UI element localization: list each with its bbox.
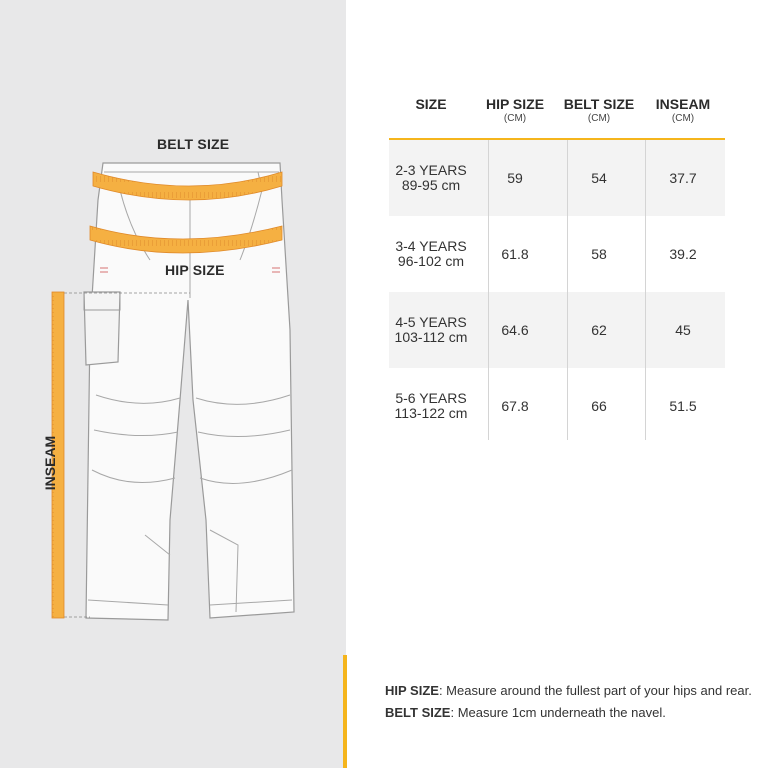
column-divider xyxy=(645,140,646,440)
table-row xyxy=(389,368,725,444)
header-size: SIZE xyxy=(415,96,447,112)
hip-cell: 59 xyxy=(507,169,523,186)
inseam-cell: 51.5 xyxy=(669,397,697,414)
inseam-cell: 45 xyxy=(675,321,691,338)
header-belt-size: BELT SIZE (CM) xyxy=(563,96,635,124)
belt-cell: 54 xyxy=(591,169,607,186)
pants-illustration xyxy=(0,0,346,640)
belt-note-text: : Measure 1cm underneath the navel. xyxy=(450,705,666,720)
hip-note-term: HIP SIZE xyxy=(385,683,439,698)
inseam-cell: 37.7 xyxy=(669,169,697,186)
size-cell: 2-3 YEARS 89-95 cm xyxy=(395,162,467,193)
belt-note xyxy=(385,702,752,724)
inseam-label: INSEAM xyxy=(42,435,58,491)
table-header xyxy=(389,96,725,141)
header-inseam: INSEAM (CM) xyxy=(655,96,711,124)
measurement-notes xyxy=(385,680,752,724)
inseam-cell: 39.2 xyxy=(669,245,697,262)
column-divider xyxy=(488,140,489,440)
table-row xyxy=(389,216,725,292)
belt-note-term: BELT SIZE xyxy=(385,705,451,720)
size-cell: 4-5 YEARS 103-112 cm xyxy=(394,314,468,345)
size-cell: 3-4 YEARS 96-102 cm xyxy=(395,238,467,269)
belt-cell: 62 xyxy=(591,321,607,338)
belt-cell: 66 xyxy=(591,397,607,414)
header-hip-size: HIP SIZE (CM) xyxy=(485,96,545,124)
accent-bar xyxy=(343,655,347,768)
column-divider xyxy=(567,140,568,440)
belt-size-label: BELT SIZE xyxy=(157,136,230,152)
table-row xyxy=(389,292,725,368)
hip-cell: 61.8 xyxy=(501,245,529,262)
hip-cell: 64.6 xyxy=(501,321,529,338)
table-row xyxy=(389,140,725,216)
hip-size-label: HIP SIZE xyxy=(165,262,225,278)
size-cell: 5-6 YEARS 113-122 cm xyxy=(394,390,468,421)
belt-cell: 58 xyxy=(591,245,607,262)
hip-note-text: : Measure around the fullest part of your hips and rear. xyxy=(438,683,752,698)
hip-note xyxy=(385,680,752,702)
hip-cell: 67.8 xyxy=(501,397,529,414)
